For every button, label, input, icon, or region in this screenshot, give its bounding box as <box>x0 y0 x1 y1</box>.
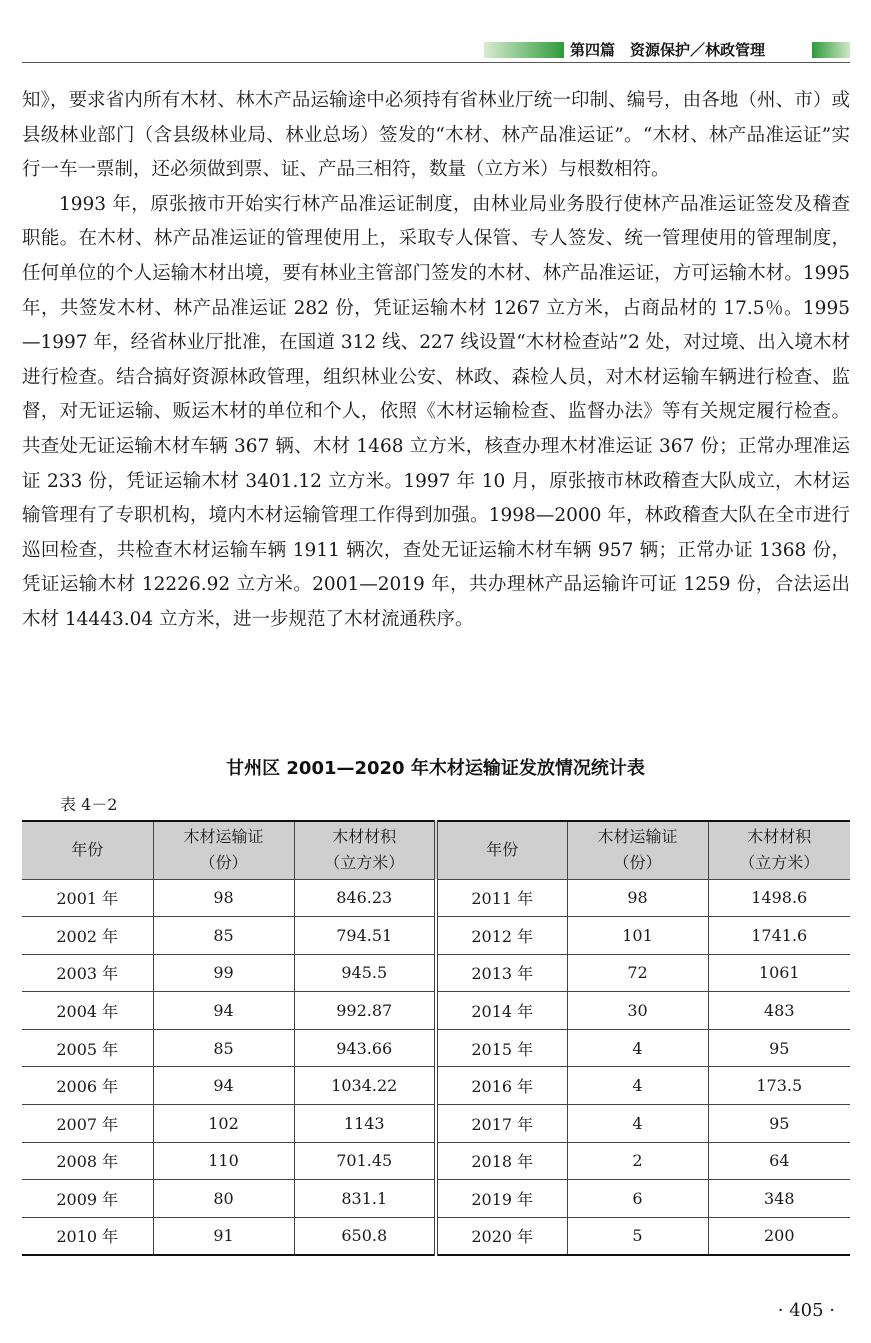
table-cell: 2017 年 <box>436 1105 567 1143</box>
table-cell: 2009 年 <box>22 1180 153 1218</box>
table-cell: 64 <box>708 1142 850 1180</box>
table-cell: 4 <box>567 1029 708 1067</box>
table-cell: 2004 年 <box>22 992 153 1030</box>
table-cell: 2013 年 <box>436 954 567 992</box>
table-cell: 831.1 <box>294 1180 436 1218</box>
table-header-row <box>22 821 850 879</box>
table-cell: 95 <box>708 1029 850 1067</box>
table-cell: 348 <box>708 1180 850 1218</box>
table-cell: 2001 年 <box>22 879 153 917</box>
table-cell: 943.66 <box>294 1029 436 1067</box>
table-cell: 2019 年 <box>436 1180 567 1218</box>
table-cell: 1498.6 <box>708 879 850 917</box>
table-title: 甘州区 2001—2020 年木材运输证发放情况统计表 <box>226 758 645 779</box>
table-cell: 98 <box>153 879 294 917</box>
table-cell: 2007 年 <box>22 1105 153 1143</box>
table-cell: 2016 年 <box>436 1067 567 1105</box>
table-cell: 2020 年 <box>436 1217 567 1255</box>
table-row <box>22 1067 850 1105</box>
table-cell: 72 <box>567 954 708 992</box>
statistics-table <box>22 820 850 1256</box>
table-cell: 2006 年 <box>22 1067 153 1105</box>
table-row <box>22 1217 850 1255</box>
table-cell: 2012 年 <box>436 917 567 955</box>
table-cell: 846.23 <box>294 879 436 917</box>
table-cell: 173.5 <box>708 1067 850 1105</box>
table-cell: 483 <box>708 992 850 1030</box>
table-cell: 794.51 <box>294 917 436 955</box>
table-cell: 85 <box>153 917 294 955</box>
body-text <box>22 84 850 638</box>
table-row <box>22 1029 850 1067</box>
table-cell: 101 <box>567 917 708 955</box>
running-header <box>22 40 850 60</box>
table-cell: 945.5 <box>294 954 436 992</box>
header-year: 年份 <box>22 821 153 879</box>
table-cell: 701.45 <box>294 1142 436 1180</box>
table-cell: 2003 年 <box>22 954 153 992</box>
header-volume: 木材材积 （立方米） <box>708 821 850 879</box>
table-cell: 91 <box>153 1217 294 1255</box>
table-number: 表 4－2 <box>60 795 118 814</box>
table-row <box>22 1105 850 1143</box>
header-decoration-right <box>812 42 850 58</box>
table-cell: 80 <box>153 1180 294 1218</box>
header-year: 年份 <box>436 821 567 879</box>
table-cell: 5 <box>567 1217 708 1255</box>
table-cell: 1034.22 <box>294 1067 436 1105</box>
table-row <box>22 954 850 992</box>
table-cell: 94 <box>153 992 294 1030</box>
table-cell: 2005 年 <box>22 1029 153 1067</box>
header-rule <box>22 62 850 63</box>
table-cell: 200 <box>708 1217 850 1255</box>
page-number: · 405 · <box>777 1300 835 1321</box>
table-row <box>22 992 850 1030</box>
paragraph: 知》，要求省内所有木材、林木产品运输途中必须持有省林业厅统一印制、编号，由各地（州、市）或县级林业部门（含县级林业局、林业总场）签发的“木材、林产品准运证”。“木材、林产品准运证”实行一车一票制，还必须做到票、证、产品三相符，数量（立方米）与根数相符。 <box>22 90 850 181</box>
table-cell: 110 <box>153 1142 294 1180</box>
table-cell: 2 <box>567 1142 708 1180</box>
table-cell: 650.8 <box>294 1217 436 1255</box>
table-cell: 98 <box>567 879 708 917</box>
table-row <box>22 879 850 917</box>
table-cell: 2014 年 <box>436 992 567 1030</box>
table-cell: 99 <box>153 954 294 992</box>
table-row <box>22 1142 850 1180</box>
table-cell: 992.87 <box>294 992 436 1030</box>
table-cell: 1061 <box>708 954 850 992</box>
table-cell: 1143 <box>294 1105 436 1143</box>
table-cell: 2015 年 <box>436 1029 567 1067</box>
table-row <box>22 917 850 955</box>
table-cell: 2011 年 <box>436 879 567 917</box>
header-permits: 木材运输证 （份） <box>153 821 294 879</box>
table-cell: 2008 年 <box>22 1142 153 1180</box>
table-cell: 102 <box>153 1105 294 1143</box>
table-cell: 95 <box>708 1105 850 1143</box>
table-cell: 2018 年 <box>436 1142 567 1180</box>
table-cell: 30 <box>567 992 708 1030</box>
table-cell: 94 <box>153 1067 294 1105</box>
table-cell: 2002 年 <box>22 917 153 955</box>
table-cell: 85 <box>153 1029 294 1067</box>
table-row <box>22 1180 850 1218</box>
table-cell: 1741.6 <box>708 917 850 955</box>
paragraph: 1993 年，原张掖市开始实行林产品准运证制度，由林业局业务股行使林产品准运证签发及稽查职能。在木材、林产品准运证的管理使用上，采取专人保管、专人签发、统一管理使用的管理制度，任何单位的个人运输木材出境，要有林业主管部门签发的木材、林产品准运证，方可运输木材。1995 年，共签发木材、林产品准运证 282 份，凭证运输木材 1267 立方米，占商品材的 17.5％。1995—1997 年，经省林业厅批准，在国道 312 线、227 线设置“木材检查站”2 处，对过境、出入境木材进行检查。结合搞好资源林政管理，组织林业公安、林政、森检人员，对木材运输车辆进行检查、监督，对无证运输、贩运木材的单位和个人，依照《木材运输检查、监督办法》等有关规定履行检查。共查处无证运输木材车辆 367 辆、木材 1468 立方米，核查办理木材准运证 367 份；正常办理准运证 233 份，凭证运输木材 3401.12 立方米。1997 年 10 月，原张掖市林政稽查大队成立，木材运输管理有了专职机构，境内木材运输管理工作得到加强。1998—2000 年，林政稽查大队在全市进行巡回检查，共检查木材运输车辆 1911 辆次，查处无证运输木材车辆 957 辆；正常办证 1368 份，凭证运输木材 12226.92 立方米。2001—2019 年，共办理林产品运输许可证 1259 份，合法运出木材 14443.04 立方米，进一步规范了木材流通秩序。 <box>22 193 850 630</box>
table-cell: 6 <box>567 1180 708 1218</box>
header-title: 第四篇 资源保护／林政管理 <box>570 41 766 59</box>
header-decoration-left <box>484 42 564 58</box>
table-cell: 4 <box>567 1105 708 1143</box>
table-cell: 4 <box>567 1067 708 1105</box>
header-volume: 木材材积 （立方米） <box>294 821 436 879</box>
table-cell: 2010 年 <box>22 1217 153 1255</box>
header-permits: 木材运输证 （份） <box>567 821 708 879</box>
